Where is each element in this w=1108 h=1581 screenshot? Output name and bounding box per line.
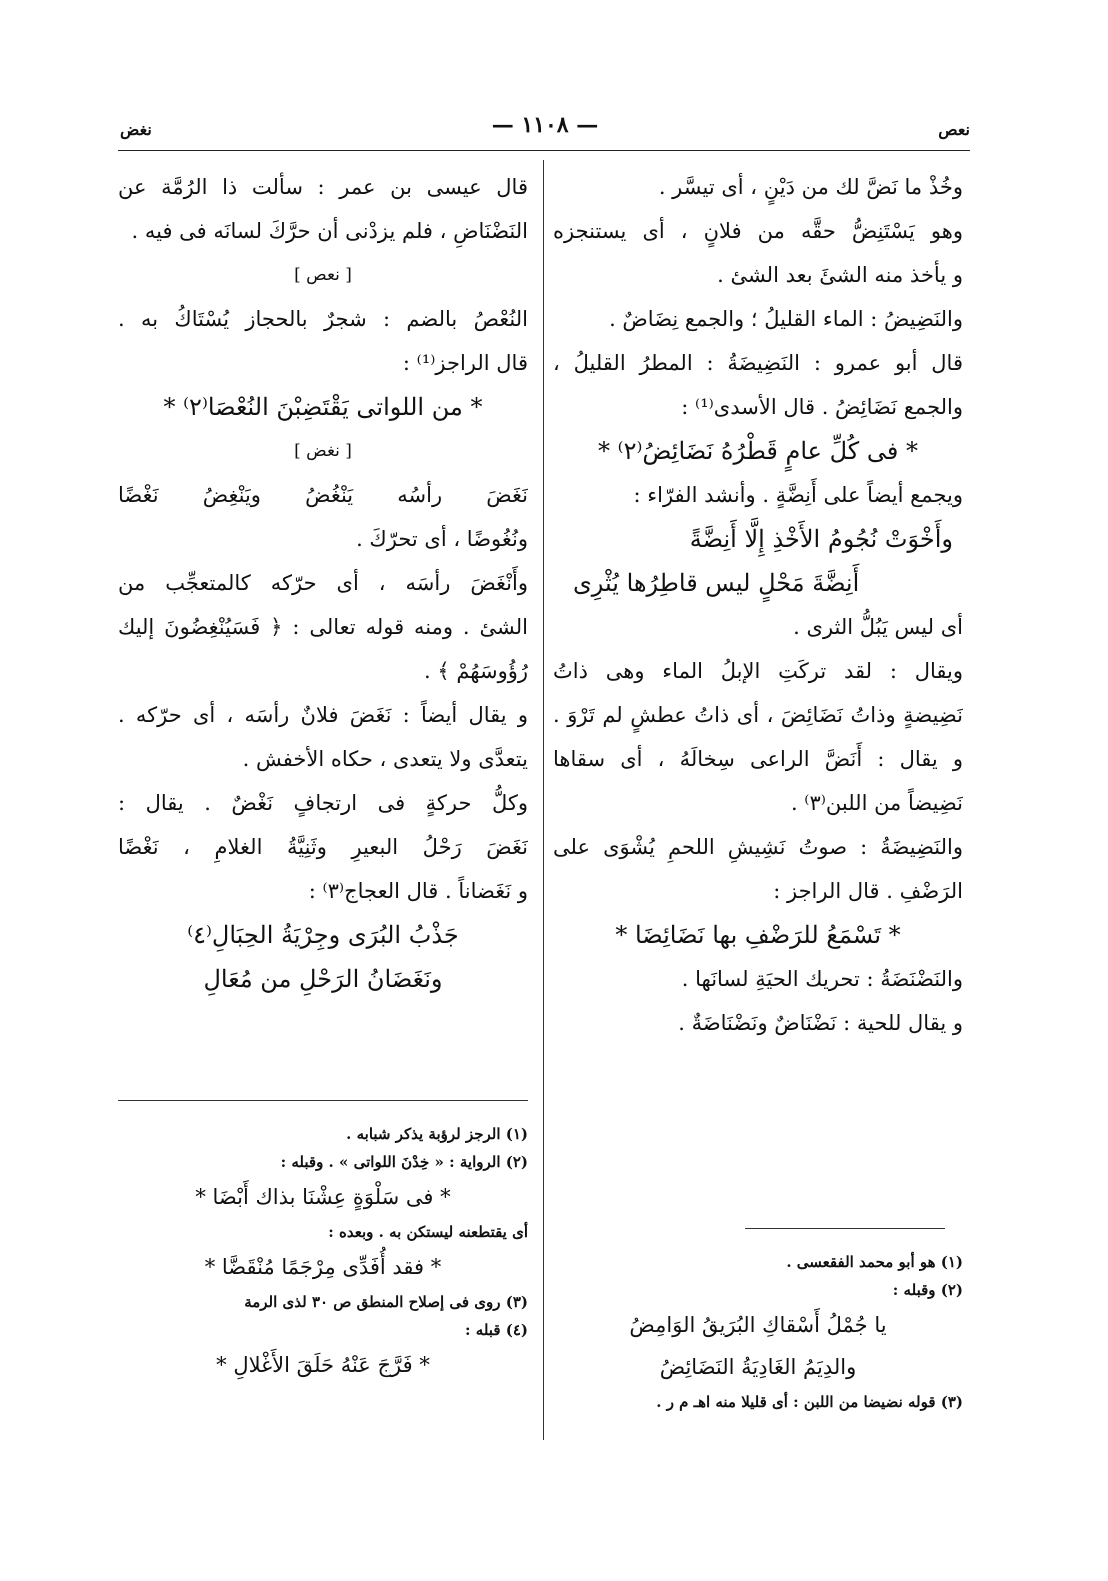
- column-divider: [543, 160, 544, 1440]
- text-line: نَغَضَ رَحْلُ البعيرِ وثَنِيَّةُ الغلامِ ، نَغْضًا: [118, 835, 528, 859]
- text-line: رُؤُوسَهُمْ ﴾ .: [423, 659, 528, 683]
- footnote-verse: يا جُمْلُ أَسْقاكِ البُرَيقُ الوَامِضُ: [629, 1313, 887, 1337]
- footnote: (٢) الرواية : « خِدْنَ اللواتى » . وقبله :: [280, 1153, 528, 1171]
- text-line: ونُغُوضًا ، أى تحرّكَ .: [356, 527, 528, 551]
- text-line: أى ليس يَبُلُّ الثرى .: [793, 615, 963, 639]
- text-line: وكلُّ حركةٍ فى ارتجافٍ نَغْضٌ . يقال :: [118, 791, 528, 815]
- left-footnotes: [118, 1120, 528, 1386]
- text-line: ويجمع أيضاً على أَنِضَّةٍ . وأنشد الفرّاء :: [633, 483, 963, 507]
- verse-line: * من اللواتى يَقْتَضِبْنَ النُعْصَا⁽٢⁾ *: [163, 393, 483, 421]
- text-line: قال الراجز⁽¹⁾ :: [402, 351, 528, 375]
- page-number: — ١١٠٨ —: [491, 112, 599, 138]
- text-line: ويقال : لقد تركَتِ الإبلُ الماء وهى ذاتُ: [553, 659, 963, 683]
- text-line: والجمع نَضَائِضُ . قال الأسدى⁽¹⁾ :: [681, 395, 963, 419]
- verse-line: جَذْبُ البُرَى وجِرْيَةُ الحِبَالِ⁽٤⁾: [187, 921, 459, 949]
- header-rule: [118, 150, 970, 151]
- text-line: قال أبو عمرو : النَضِيضَةُ : المطرُ القليلُ ،: [553, 351, 963, 375]
- text-line: النُعْصُ بالضم : شجرٌ بالحجاز يُسْتَاكُ به .: [118, 307, 528, 331]
- header-keyword-left: نغض: [120, 120, 152, 139]
- running-header: [120, 112, 970, 152]
- text-line: والنَضِيضَةُ : صوتُ نَشِيشِ اللحمِ يُشْوَى على: [553, 835, 963, 859]
- verse-line: * فى كُلِّ عامٍ قَطْرُهُ نَضَائِضُ⁽٢⁾ *: [598, 437, 918, 465]
- footnote: (٣) روى فى إصلاح المنطق ص ٣٠ لذى الرمة: [244, 1293, 528, 1311]
- footnote-verse: * فى سَلْوَةٍ عِشْنَا بذاك أَبْضَا *: [195, 1185, 451, 1209]
- text-line: و يأخذ منه الشئَ بعد الشئ .: [717, 263, 963, 287]
- text-line: نَغَضَ رأسُه يَنْغُضُ ويَنْغِضُ نَغْضًا: [118, 483, 528, 507]
- entry-heading: [ نغض ]: [294, 441, 352, 461]
- footnote-verse: * فقد أُفَدِّى مِرْجَمًا مُنْقَضَّا *: [204, 1255, 442, 1279]
- entry-heading: [ نعص ]: [294, 265, 352, 285]
- right-footnotes: [553, 1248, 963, 1416]
- footnote-verse: والدِيَمُ الغَادِيَةُ النَضَائِضُ: [659, 1355, 857, 1379]
- text-line: نَضِيضةٍ وذاتُ نَضَائِضَ ، أى ذاتُ عطشٍ لم تَرْوَ .: [553, 703, 963, 727]
- footnote: (١) هو أبو محمد الفقعسى .: [786, 1253, 963, 1271]
- text-line: و نَغَضاناً . قال العجاج⁽٣⁾ :: [308, 879, 528, 903]
- text-line: و يقال : أَنَضَّ الراعى سِخالَهُ ، أى سقاها: [553, 747, 963, 771]
- text-line: والنَضْنَضَةُ : تحريك الحيَةِ لسانَها .: [681, 967, 963, 991]
- footnote: (٤) قبله :: [465, 1321, 528, 1339]
- text-line: النَضْنَاضِ ، فلم يزدْنى أن حرَّكَ لسانَه فى فيه .: [131, 219, 528, 243]
- footnote: (١) الرجز لرؤبة يذكر شبابه .: [346, 1125, 528, 1143]
- verse-line: * تَسْمَعُ للرَضْفِ بها نَضَائِضَا *: [615, 921, 901, 949]
- footnote: (٣) قوله نضيضا من اللبن : أى قليلا منه اهـ م ر .: [656, 1393, 963, 1411]
- text-line: و يقال للحية : نَضْنَاضٌ ونَضْنَاضَةٌ .: [678, 1011, 963, 1035]
- text-line: والنَضِيضُ : الماء القليلُ ؛ والجمع نِضَاضٌ .: [609, 307, 963, 331]
- verse-line: أَنِضَّةَ مَحْلٍ ليس قاطِرُها يُثْرِى: [573, 569, 860, 597]
- footnote-rule-right: [745, 1228, 945, 1229]
- text-line: وخُذْ ما نَضَّ لك من دَيْنٍ ، أى تيسَّر .: [658, 175, 963, 199]
- text-line: قال عيسى بن عمر : سألت ذا الرُمَّة عن: [118, 175, 528, 199]
- header-keyword-right: نعص: [938, 120, 970, 139]
- text-line: و يقال أيضاً : نَغَضَ فلانٌ رأسَه ، أى حرّكه .: [118, 703, 528, 727]
- text-line: نَضِيضاً من اللبن⁽٣⁾ .: [790, 791, 963, 815]
- verse-line: وأَخْوَتْ نُجُومُ الأَخْذِ إِلَّا أَنِضَّةً: [689, 525, 953, 553]
- text-line: يتعدَّى ولا يتعدى ، حكاه الأخفش .: [242, 747, 528, 771]
- footnote-verse: * فَرَّجَ عَنْهُ حَلَقَ الأَغْلالِ *: [216, 1353, 430, 1377]
- text-line: وأَنْغَضَ رأسَه ، أى حرّكه كالمتعجِّب من: [118, 571, 528, 595]
- text-line: الشئ . ومنه قوله تعالى : ﴿ فَسَيُنْغِضُونَ إليك: [118, 615, 528, 639]
- left-column: [118, 165, 528, 1001]
- verse-line: ونَغَضَانُ الرَحْلِ من مُعَالِ: [203, 965, 443, 993]
- footnote: أى يقتطعنه ليستكن به . وبعده :: [328, 1223, 528, 1241]
- footnote: (٢) وقبله :: [892, 1281, 963, 1299]
- right-column: [553, 165, 963, 1045]
- text-line: وهو يَسْتَنِضُّ حقَّه من فلانٍ ، أى يستنجزه: [553, 219, 963, 243]
- text-line: الرَضْفِ . قال الراجز :: [773, 879, 963, 903]
- footnote-rule-left: [118, 1100, 528, 1101]
